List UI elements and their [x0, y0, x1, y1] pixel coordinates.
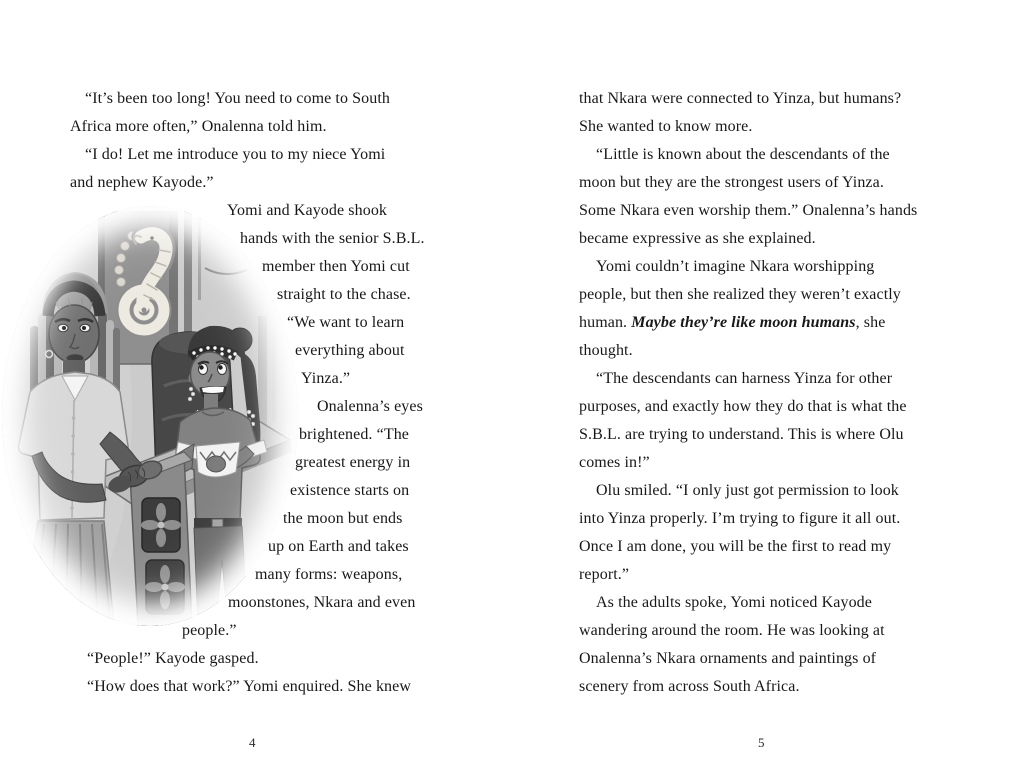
- illustration-background: [2, 206, 298, 626]
- bead-earring: [188, 387, 255, 426]
- text-line: Olu smiled. “I only just got permission to look: [596, 482, 899, 499]
- text-line: into Yinza properly. I’m trying to figure it all out.: [579, 510, 901, 527]
- text-line: the moon but ends: [283, 510, 403, 527]
- text-line: Africa more often,” Onalenna told him.: [70, 118, 327, 135]
- text-line: thought.: [579, 342, 633, 359]
- text-line: moon but they are the strongest users of Yinza.: [579, 174, 884, 191]
- text-line: Onalenna’s Nkara ornaments and paintings of: [579, 650, 877, 667]
- text-line: She wanted to know more.: [579, 118, 753, 135]
- illustration-canvas: [2, 206, 298, 626]
- text-line: hands with the senior S.B.L.: [240, 230, 425, 247]
- text-line: As the adults spoke, Yomi noticed Kayode: [596, 594, 872, 611]
- text-line: and nephew Kayode.”: [70, 174, 214, 191]
- text-line: “The descendants can harness Yinza for other: [596, 370, 893, 387]
- serpent-banner: [98, 212, 178, 364]
- floral-panel: [141, 498, 181, 552]
- text-line: Yomi and Kayode shook: [227, 202, 388, 219]
- text-line: people.”: [182, 622, 237, 639]
- text-line: up on Earth and takes: [268, 538, 409, 555]
- belt: [194, 518, 242, 528]
- railing: [96, 418, 292, 516]
- text-line: Yomi couldn’t imagine Nkara worshipping: [596, 258, 875, 275]
- carved-post: [126, 452, 192, 626]
- italic-phrase: Maybe they’re like moon humans: [631, 314, 856, 331]
- text-line: “We want to learn: [287, 314, 405, 331]
- text-line: that Nkara were connected to Yinza, but humans?: [579, 90, 902, 107]
- text-line: “Little is known about the descendants of the: [596, 146, 890, 163]
- italic-line-post: , she: [855, 314, 886, 331]
- text-line: everything about: [295, 342, 405, 359]
- text-line: member then Yomi cut: [262, 258, 410, 275]
- blouse: [19, 372, 129, 520]
- text-line: became expressive as she explained.: [579, 230, 816, 247]
- italic-line-pre: human.: [579, 314, 632, 331]
- tee-shirt: [176, 408, 260, 522]
- headband: [48, 286, 100, 316]
- chair: [152, 332, 236, 474]
- text-line: “People!” Kayode gasped.: [87, 650, 259, 667]
- text-line: moonstones, Nkara and even: [228, 594, 416, 611]
- page-number-left: 4: [249, 735, 256, 750]
- yomi-figure: [150, 326, 267, 626]
- floral-panel: [145, 560, 185, 614]
- text-line: [579, 313, 885, 333]
- text-line: S.B.L. are trying to understand. This is where Olu: [579, 426, 904, 443]
- earring: [46, 351, 53, 358]
- text-line: “It’s been too long! You need to come to South: [85, 90, 391, 107]
- text-line: people, but then she realized they weren’t exactly: [579, 286, 901, 303]
- page-number-right: 5: [758, 735, 765, 750]
- text-line: Once I am done, you will be the first to read my: [579, 538, 892, 555]
- text-line: “I do! Let me introduce you to my niece Yomi: [85, 146, 386, 163]
- pleated-skirt: [20, 521, 114, 626]
- serpent-icon: [124, 234, 170, 330]
- text-line: brightened. “The: [299, 426, 409, 443]
- text-line: greatest energy in: [295, 454, 411, 471]
- text-line: Yinza.”: [301, 370, 351, 387]
- text-line: straight to the chase.: [277, 286, 411, 303]
- text-line: existence starts on: [290, 482, 410, 499]
- text-line: wandering around the room. He was looking at: [579, 622, 885, 639]
- text-line: “How does that work?” Yomi enquired. She knew: [87, 678, 411, 695]
- text-line: report.”: [579, 566, 630, 583]
- text-line: scenery from across South Africa.: [579, 678, 800, 695]
- story-illustration: [2, 206, 298, 626]
- text-line: Some Nkara even worship them.” Onalenna’s hands: [579, 202, 918, 219]
- text-line: Onalenna’s eyes: [317, 398, 423, 415]
- text-line: purposes, and exactly how they do that is what the: [579, 398, 907, 415]
- bead-band: [192, 346, 236, 358]
- text-line: many forms: weapons,: [255, 566, 403, 583]
- necklace: [196, 410, 232, 417]
- handshake-hands: [106, 458, 164, 495]
- text-line: comes in!”: [579, 454, 650, 471]
- onalenna-figure: [19, 272, 154, 626]
